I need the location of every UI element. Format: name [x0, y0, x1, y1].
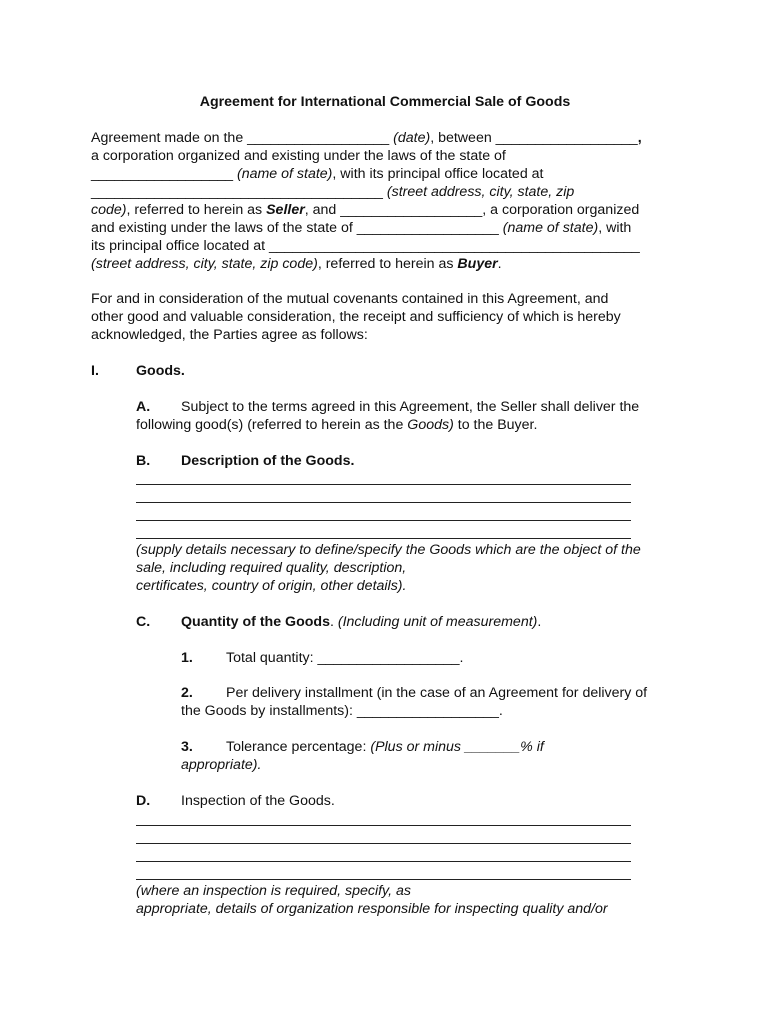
intro-line-8	[91, 255, 502, 273]
intro-text: , between __________________	[430, 130, 638, 146]
clause-d-label: D.	[136, 793, 151, 809]
consideration-line-3: acknowledged, the Parties agree as follows:	[91, 327, 368, 343]
inspection-blank-line[interactable]	[136, 825, 631, 826]
description-blank-line[interactable]	[136, 484, 631, 485]
intro-comma: ,	[637, 130, 642, 146]
item-1-text: Total quantity: __________________.	[226, 650, 464, 666]
document-title: Agreement for International Commercial Sale of Goods	[199, 94, 571, 110]
inspection-blank-line[interactable]	[136, 879, 631, 880]
item-1-label: 1.	[181, 650, 193, 666]
clause-text: .	[329, 614, 338, 630]
goods-term: Goods)	[407, 417, 454, 433]
clause-text: following good(s) (referred to herein as the	[136, 417, 408, 433]
item-3-line-1	[226, 738, 544, 756]
intro-text: Agreement made on the __________________	[91, 130, 394, 146]
item-text: Tolerance percentage:	[226, 739, 371, 755]
clause-c-note: (Including unit of measurement)	[337, 614, 538, 630]
date-placeholder: (date)	[393, 130, 431, 146]
clause-c-heading-line	[181, 613, 541, 631]
item-2-line-1: Per delivery installment (in the case of an Agreement for delivery of	[226, 685, 648, 701]
clause-text: .	[537, 614, 542, 630]
section-heading: Goods.	[136, 363, 185, 379]
clause-d-heading: Inspection of the Goods.	[181, 793, 335, 809]
description-blank-line[interactable]	[136, 538, 631, 539]
description-blank-line[interactable]	[136, 520, 631, 521]
state-placeholder: (name of state)	[502, 220, 599, 236]
consideration-line-1: For and in consideration of the mutual covenants contained in this Agreement, and	[91, 291, 609, 307]
item-3-line-2: appropriate).	[181, 757, 262, 773]
description-note-line-2: sale, including required quality, description,	[136, 560, 407, 576]
intro-text: , with its principal office located at	[332, 166, 544, 182]
intro-line-5	[91, 201, 639, 219]
seller-term: Seller	[266, 202, 305, 218]
inspection-note-line-2: appropriate, details of organization responsible for inspecting quality and/or	[136, 901, 608, 917]
description-blank-line[interactable]	[136, 502, 631, 503]
state-placeholder: (name of state)	[236, 166, 333, 182]
intro-line-6	[91, 219, 631, 237]
clause-a-line-2	[136, 416, 537, 434]
intro-text: , referred to herein as	[317, 256, 458, 272]
item-3-label: 3.	[181, 739, 193, 755]
inspection-blank-line[interactable]	[136, 843, 631, 844]
address-placeholder: (street address, city, state, zip	[386, 184, 575, 200]
intro-text: , referred to herein as	[126, 202, 267, 218]
clause-text: to the Buyer.	[453, 417, 538, 433]
item-2-line-2: the Goods by installments): __________________.	[181, 703, 503, 719]
clause-b-heading: Description of the Goods.	[181, 453, 355, 469]
intro-text: and existing under the laws of the state of __________________	[91, 220, 503, 236]
intro-line-1	[91, 129, 642, 147]
inspection-blank-line[interactable]	[136, 861, 631, 862]
clause-b-label: B.	[136, 453, 151, 469]
address-placeholder: (street address, city, state, zip code)	[91, 256, 318, 272]
clause-c-heading: Quantity of the Goods	[181, 614, 330, 630]
intro-text: , with	[598, 220, 632, 236]
inspection-note-line-1: (where an inspection is required, specify, as	[136, 883, 411, 899]
item-2-label: 2.	[181, 685, 193, 701]
intro-line-7: its principal office located at _______________________________________________	[91, 238, 640, 254]
description-note-line-3: certificates, country of origin, other details).	[136, 578, 407, 594]
intro-line-2: a corporation organized and existing under the laws of the state of	[91, 148, 506, 164]
section-number: I.	[91, 363, 99, 379]
intro-line-3	[91, 165, 544, 183]
intro-line-4	[91, 183, 574, 201]
description-note-line-1: (supply details necessary to define/specify the Goods which are the object of the	[136, 542, 641, 558]
consideration-line-2: other good and valuable consideration, the receipt and sufficiency of which is hereby	[91, 309, 621, 325]
buyer-term: Buyer	[457, 256, 498, 272]
tolerance-note: (Plus or minus _______% if	[370, 739, 544, 755]
intro-text: .	[497, 256, 502, 272]
intro-text: __________________	[91, 166, 237, 182]
clause-a-line-1: Subject to the terms agreed in this Agreement, the Seller shall deliver the	[181, 399, 640, 415]
intro-text: _____________________________________	[91, 184, 387, 200]
clause-c-label: C.	[136, 614, 151, 630]
clause-a-label: A.	[136, 399, 151, 415]
intro-text: , and __________________, a corporation organized	[304, 202, 640, 218]
address-placeholder: code)	[91, 202, 127, 218]
